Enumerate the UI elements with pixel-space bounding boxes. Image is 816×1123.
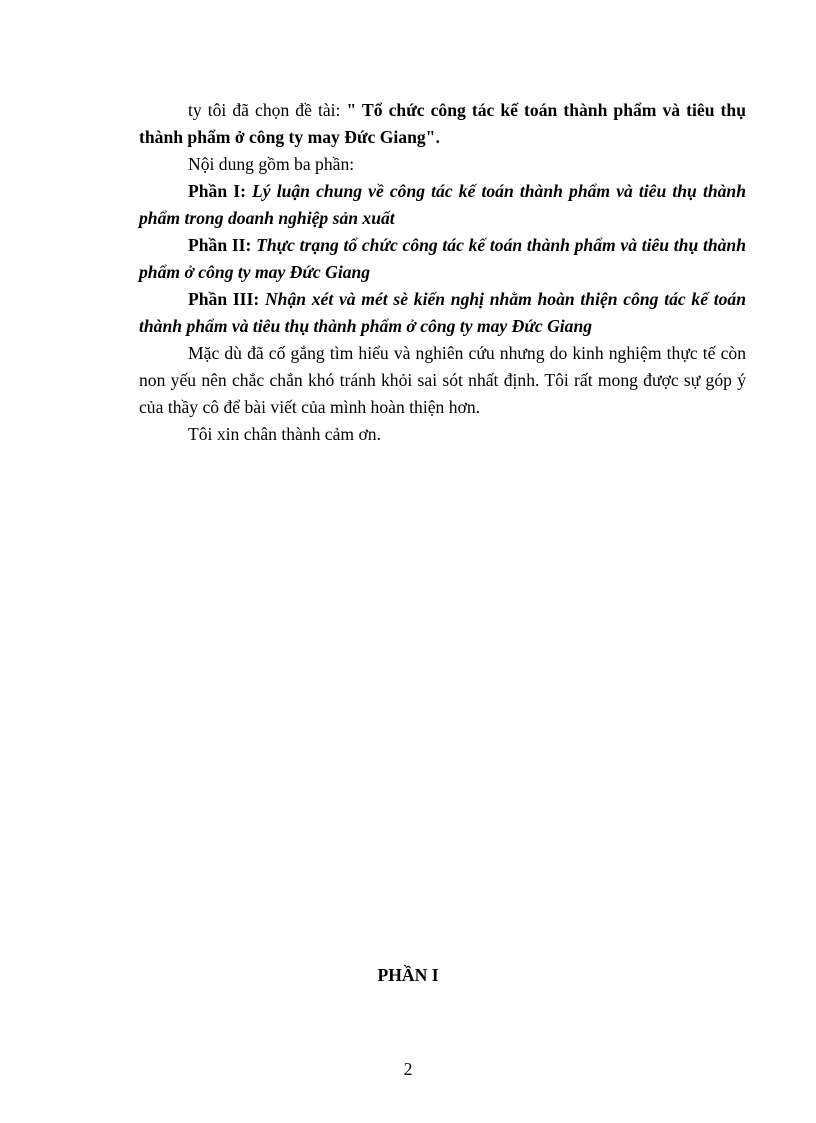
part-1-label: Phần I:	[188, 181, 253, 201]
part-2-label: Phần II:	[188, 235, 257, 255]
section-heading: PHẦN I	[377, 965, 439, 985]
part-3-title: Nhận xét và mét sè kiến nghị nhằm hoàn thiện công tác kế toán thành phẩm và tiêu thụ thành phẩm ở công ty may Đức Giang	[139, 289, 746, 336]
part-2-title: Thực trạng tổ chức công tác kế toán thành phẩm và tiêu thụ thành phẩm ở công ty may Đức Giang	[139, 235, 746, 282]
part-1-title: Lý luận chung về công tác kế toán thành phẩm và tiêu thụ thành phẩm trong doanh nghiệp sản xuất	[139, 181, 746, 228]
body-text	[139, 97, 746, 448]
part-1-paragraph	[139, 178, 746, 232]
thanks-paragraph: Tôi xin chân thành cảm ơn.	[188, 424, 382, 444]
intro-paragraph	[139, 97, 746, 151]
intro-prefix: ty tôi đã chọn đề tài:	[188, 100, 347, 120]
apology-paragraph: Mặc dù đã cố gắng tìm hiểu và nghiên cứu nhưng do kinh nghiệm thực tế còn non yếu nên chắc chắn khó tránh khỏi sai sót nhất định. Tôi rất mong được sự góp ý của thầy cô để bài viết của mình hoàn thiện hơn.	[139, 343, 746, 417]
page-number: 2	[403, 1059, 413, 1079]
part-2-paragraph	[139, 232, 746, 286]
content-intro: Nội dung gồm ba phần:	[188, 154, 355, 174]
part-3-paragraph	[139, 286, 746, 340]
thesis-topic: " Tổ chức công tác kế toán thành phẩm và tiêu thụ thành phẩm ở công ty may Đức Giang".	[139, 100, 746, 147]
part-3-label: Phần III:	[188, 289, 265, 309]
